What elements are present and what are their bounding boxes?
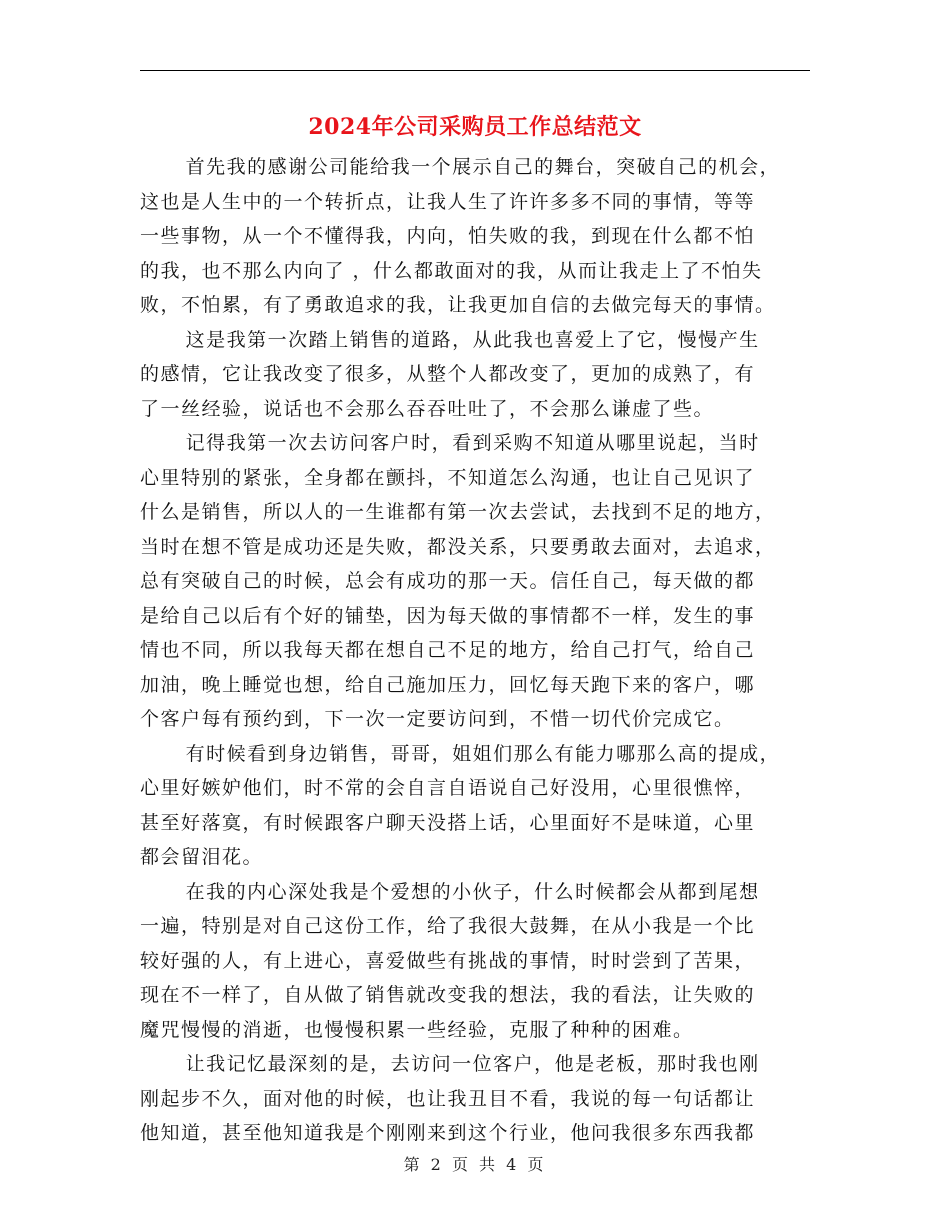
text-line: 记得我第一次去访问客户时，看到采购不知道从哪里说起，当时 <box>185 432 760 454</box>
text-line: 的我，也不那么内向了 ，什么都敢面对的我，从而让我走上了不怕失 <box>140 259 763 282</box>
text-line: 刚起步不久，面对他的时候，也让我丑目不看，我说的每一句话都让 <box>140 1087 756 1110</box>
paragraph <box>140 1047 810 1151</box>
text-line: 情也不同，所以我每天都在想自己不足的地方，给自己打气，给自己 <box>140 639 756 661</box>
text-line: 加油，晚上睡觉也想，给自己施加压力，回忆每天跑下来的客户，哪 <box>140 673 756 696</box>
text-line: 他知道，甚至他知道我是个刚刚来到这个行业，他问我很多东西我都 <box>140 1122 756 1144</box>
paragraph <box>140 875 810 1048</box>
text-line: 是给自己以后有个好的铺垫，因为每天做的事情都不一样，发生的事 <box>140 604 756 627</box>
text-line: 了一丝经验，说话也不会那么吞吞吐吐了，不会那么谦虚了些。 <box>140 397 715 420</box>
text-line: 让我记忆最深刻的是，去访问一位客户，他是老板，那时我也刚 <box>185 1053 760 1075</box>
text-line: 当时在想不管是成功还是失败，都没关系，只要勇敢去面对，去追求， <box>140 535 776 558</box>
paragraph <box>140 323 810 427</box>
text-line: 这也是人生中的一个转折点，让我人生了许许多多不同的事情，等等 <box>140 190 756 213</box>
text-line: 的感情，它让我改变了很多，从整个人都改变了，更加的成熟了，有 <box>140 363 756 385</box>
document-body <box>140 150 810 1151</box>
text-line: 这是我第一次踏上销售的道路，从此我也喜爱上了它，慢慢产生 <box>185 328 760 351</box>
text-line: 较好强的人，有上进心，喜爱做些有挑战的事情，时时尝到了苦果， <box>140 949 756 972</box>
paragraph <box>140 426 810 737</box>
text-line: 一遍，特别是对自己这份工作，给了我很大鼓舞，在从小我是一个比 <box>140 915 756 937</box>
text-line: 首先我的感谢公司能给我一个展示自己的舞台，突破自己的机会， <box>185 156 781 178</box>
document-title: 2024年公司采购员工作总结范文 <box>308 114 642 140</box>
text-line: 败，不怕累，有了勇敢追求的我，让我更加自信的去做完每天的事情。 <box>140 294 776 316</box>
text-line: 一些事物，从一个不懂得我，内向，怕失败的我，到现在什么都不怕 <box>140 225 756 247</box>
text-line: 现在不一样了，自从做了销售就改变我的想法，我的看法，让失败的 <box>140 984 756 1006</box>
text-line: 有时候看到身边销售，哥哥，姐姐们那么有能力哪那么高的提成， <box>185 742 781 765</box>
text-line: 心里特别的紧张，全身都在颤抖，不知道怎么沟通，也让自己见识了 <box>140 466 756 489</box>
text-line: 在我的内心深处我是个爱想的小伙子，什么时候都会从都到尾想 <box>185 880 760 903</box>
text-line: 都会留泪花。 <box>140 846 264 868</box>
text-line: 总有突破自己的时候，总会有成功的那一天。信任自己，每天做的都 <box>140 570 756 592</box>
header-rule <box>140 70 810 71</box>
paragraph <box>140 737 810 875</box>
page-number: 第 2 页 共 4 页 <box>403 1155 547 1174</box>
text-line: 魔咒慢慢的消逝，也慢慢积累一些经验，克服了种种的困难。 <box>140 1018 694 1041</box>
text-line: 个客户每有预约到，下一次一定要访问到，不惜一切代价完成它。 <box>140 708 735 730</box>
text-line: 甚至好落寞，有时候跟客户聊天没搭上话，心里面好不是味道，心里 <box>140 811 756 834</box>
text-line: 心里好嫉妒他们，时不常的会自言自语说自己好没用，心里很憔悴， <box>140 777 756 799</box>
text-line: 什么是销售，所以人的一生谁都有第一次去尝试，去找到不足的地方， <box>140 501 776 523</box>
paragraph <box>140 150 810 323</box>
